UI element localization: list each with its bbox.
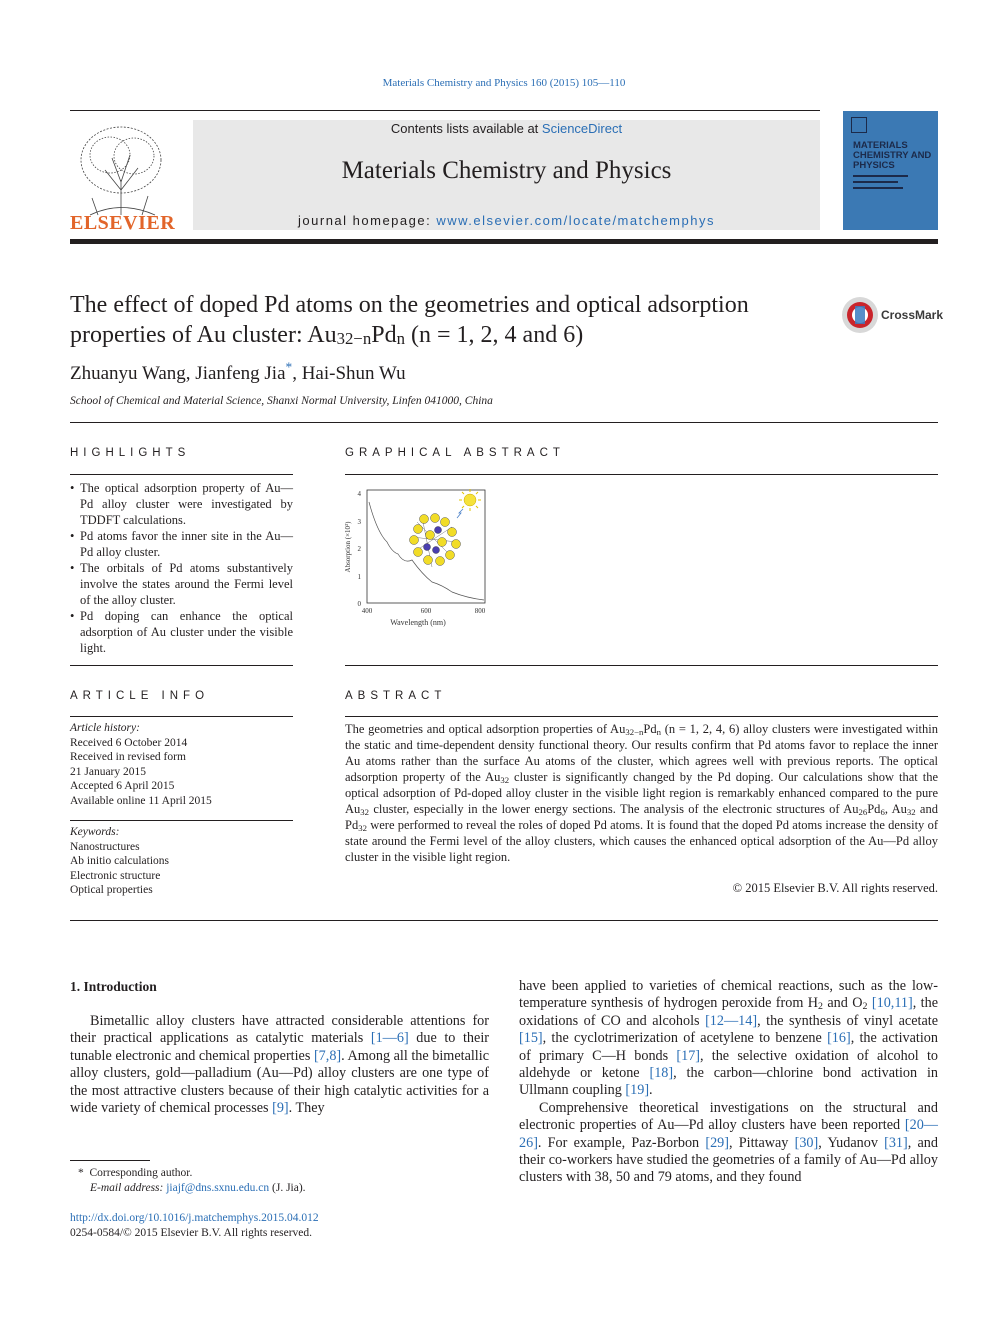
cover-logo-icon [851, 117, 867, 133]
citation-link[interactable]: [20—26] [519, 1117, 938, 1151]
y-axis-label: Absorption (×10³) [344, 521, 352, 573]
ytick-label: 0 [357, 600, 361, 608]
graphical-abstract-bottom-rule [345, 665, 938, 666]
history-rule [70, 820, 293, 821]
citation-link[interactable]: [7,8] [313, 1047, 342, 1064]
keyword: Ab initio calculations [70, 855, 170, 867]
graphical-abstract-rule [345, 474, 938, 475]
contents-line [193, 121, 820, 136]
citation-link[interactable]: [10,11] [871, 995, 913, 1012]
article-info-rule [70, 716, 293, 717]
title-line-2: properties of Au cluster: $Au_{32-n}Pd_n$ (n = 1, 2, 4 and 6) [70, 322, 584, 348]
citation-link[interactable]: [18] [649, 1065, 674, 1082]
abstract-body: The geometries and optical adsorption properties of $Au_{32-n}Pd_n$ (n = 1, 2, 4, 6) alloy clusters were investigated within the static and time-dependent density functional theory. Our results confirm that Pd atoms favor to replace the inner Au atoms rather than the surface Au atoms of the cluster, which agrees well with previous reports. The optical adsorption property of the $Au_{32}$ cluster is significantly changed by the Pd doping. Our calculations show that the optical adsorption of Pd-doped alloy cluster in the visible light region is remarkably enhanced compared to the pure $Au_{32}$ cluster, especially in the lower energy sections. The analysis of the electronic structures of $Au_{26}Pd_6$, $Au_{32}$ and $Pd_{32}$ were performed to reveal the roles of doped Pd atoms. It is found that the doped Pd atoms increase the density of state around the Fermi level of the alloy clusters, which causes the enhanced optical adsorption of the Au—Pd alloy cluster in the visible light region. [345, 722, 939, 864]
highlights-rule [70, 474, 293, 475]
doi-block [70, 1211, 570, 1241]
keywords [70, 825, 293, 898]
highlight-item: • Pd atoms favor the inner site in the Au—Pd alloy cluster. [70, 528, 293, 560]
author[interactable]: Zhuanyu Wang, [70, 363, 196, 384]
citation-link[interactable]: [9] [272, 1100, 289, 1117]
citation-link[interactable]: [29] [705, 1134, 729, 1151]
affiliation: School of Chemical and Material Science, Shanxi Normal University, Linfen 041000, China [70, 395, 493, 407]
citation-link[interactable]: [19] [625, 1082, 650, 1099]
sciencedirect-link[interactable]: ScienceDirect [541, 121, 623, 136]
citation-link[interactable]: [15] [519, 1030, 543, 1047]
sun-icon [457, 489, 481, 518]
xtick-label: 800 [474, 607, 486, 615]
highlight-item: • The optical adsorption property of Au—Pd alloy cluster were investigated by TDDFT calculations. [70, 480, 293, 528]
article-title [70, 290, 830, 350]
journal-cover-thumbnail[interactable] [843, 111, 938, 230]
intro-paragraph: Comprehensive theoretical investigations on the structural and electronic properties of Au—Pd alloy clusters have been reported [20—26]. For example, Paz-Borbon [29], Pittaway [30], Yudanov [31], and their co-workers have studied the geometries of a family of Au—Pd alloy clusters with 38, 50 and 79 atoms, and they found [519, 1099, 938, 1186]
x-axis-label: Wavelength (nm) [390, 618, 446, 627]
graphical-abstract-figure[interactable] [342, 482, 492, 632]
ytick-label: 1 [357, 573, 361, 581]
doi-link[interactable]: http://dx.doi.org/10.1016/j.matchemphys.2015.04.012 [70, 1212, 319, 1224]
citation-link[interactable]: [12—14] [705, 1012, 758, 1029]
intro-paragraph: have been applied to varieties of chemical reactions, such as the low-temperature synthesis of hydrogen peroxide from $H_2$ and $O_2$ [10,11], the oxidations of CO and alcohols [12—14], the synthesis of vinyl acetate [15], the cyclotrimerization of acetylene to benzene [16], the activation of primary C—H bonds [17], the selective oxidation of alcohol to aldehyde or ketone [18], the carbon—chlorine bond activation in Ullmann coupling [19]. [519, 978, 939, 1099]
journal-homepage [193, 213, 820, 228]
footnote-rule [70, 1160, 150, 1161]
crossmark-label[interactable]: CrossMark [881, 308, 944, 322]
highlights-bottom-rule [70, 665, 293, 666]
ytick-label: 2 [357, 545, 361, 553]
front-matter-rule [70, 920, 938, 921]
xtick-label: 600 [420, 607, 432, 615]
title-rule [70, 422, 938, 423]
abstract-rule [345, 716, 938, 717]
homepage-prefix: journal homepage: [298, 213, 437, 228]
highlights-heading: HIGHLIGHTS [70, 447, 191, 459]
highlight-item: • Pd doping can enhance the optical adsorption of Au cluster under the visible light. [70, 608, 293, 656]
corresponding-mark[interactable]: * [285, 359, 293, 375]
article-history [70, 721, 293, 808]
ytick-label: 3 [357, 518, 361, 526]
author-list [70, 359, 406, 385]
citation-link[interactable]: [30] [794, 1134, 819, 1151]
title-line-1: The effect of doped Pd atoms on the geometries and optical adsorption [70, 292, 749, 318]
abstract-copyright: © 2015 Elsevier B.V. All rights reserved. [732, 881, 938, 895]
history-entry: Received in revised form [70, 751, 186, 763]
xtick-label: 400 [361, 607, 373, 615]
header-rule [70, 110, 820, 111]
absorption-spectrum-plot [342, 482, 492, 632]
citation-link[interactable]: [1—6] [370, 1030, 409, 1047]
contents-prefix: Contents lists available at [390, 121, 542, 136]
footnote [78, 1166, 478, 1196]
highlight-item: • The orbitals of Pd atoms substantively involve the states around the Fermi level of the alloy cluster. [70, 560, 293, 608]
history-entry: Accepted 6 April 2015 [70, 780, 175, 792]
article-info-heading: ARTICLE INFO [70, 690, 210, 702]
intro-column-left [70, 1013, 489, 1117]
history-entry: Received 6 October 2014 [70, 736, 188, 749]
crossmark-icon[interactable] [841, 296, 879, 334]
history-entry: Available online 11 April 2015 [70, 794, 212, 807]
citation-link[interactable]: [17] [676, 1047, 701, 1064]
graphical-abstract-heading: GRAPHICAL ABSTRACT [345, 447, 565, 459]
ytick-label: 4 [357, 490, 361, 498]
keyword: Nanostructures [70, 840, 140, 853]
keyword: Optical properties [70, 884, 153, 896]
cover-title: MATERIALS CHEMISTRY AND PHYSICS [853, 140, 932, 171]
history-label: Article history: [70, 722, 140, 734]
section-heading-introduction: 1. Introduction [70, 979, 157, 994]
keyword: Electronic structure [70, 869, 161, 882]
journal-title: Materials Chemistry and Physics [341, 157, 672, 184]
author[interactable]: , Hai-Shun Wu [292, 363, 406, 384]
homepage-link[interactable]: www.elsevier.com/locate/matchemphys [436, 213, 715, 228]
issn-line: 0254-0584/© 2015 Elsevier B.V. All rights reserved. [70, 1227, 313, 1239]
cover-divider [853, 181, 898, 183]
keywords-label: Keywords: [70, 826, 120, 838]
email-note: E-mail address: jiajf@dns.sxnu.edu.cn (J. Jia). [90, 1182, 306, 1194]
email-link[interactable]: jiajf@dns.sxnu.edu.cn [166, 1182, 270, 1194]
header-thick-rule [70, 239, 938, 244]
citation-link[interactable]: [31] [884, 1134, 908, 1151]
intro-column-right [519, 978, 938, 1187]
journal-citation[interactable]: Materials Chemistry and Physics 160 (2015) 105—110 [382, 77, 626, 89]
abstract-heading: ABSTRACT [345, 690, 447, 702]
history-entry: 21 January 2015 [70, 765, 147, 778]
intro-paragraph: Bimetallic alloy clusters have attracted considerable attentions for their practical applications as catalytic materials [1—6] due to their tunable electronic and chemical properties [7,8]. Among all the bimetallic alloy clusters, gold—palladium (Au—Pd) alloy clusters are one type of the most attractive clusters because of their high catalytic activities for a wide variety of chemical processes [9]. They [70, 1013, 489, 1117]
author[interactable]: Jianfeng Jia [195, 363, 286, 384]
corresponding-author-note: * Corresponding author. [78, 1167, 193, 1179]
cover-divider [853, 187, 903, 189]
cover-divider [853, 175, 908, 177]
highlights-list [70, 480, 293, 656]
citation-link[interactable]: [16] [827, 1030, 851, 1047]
elsevier-wordmark[interactable]: ELSEVIER [70, 212, 176, 234]
